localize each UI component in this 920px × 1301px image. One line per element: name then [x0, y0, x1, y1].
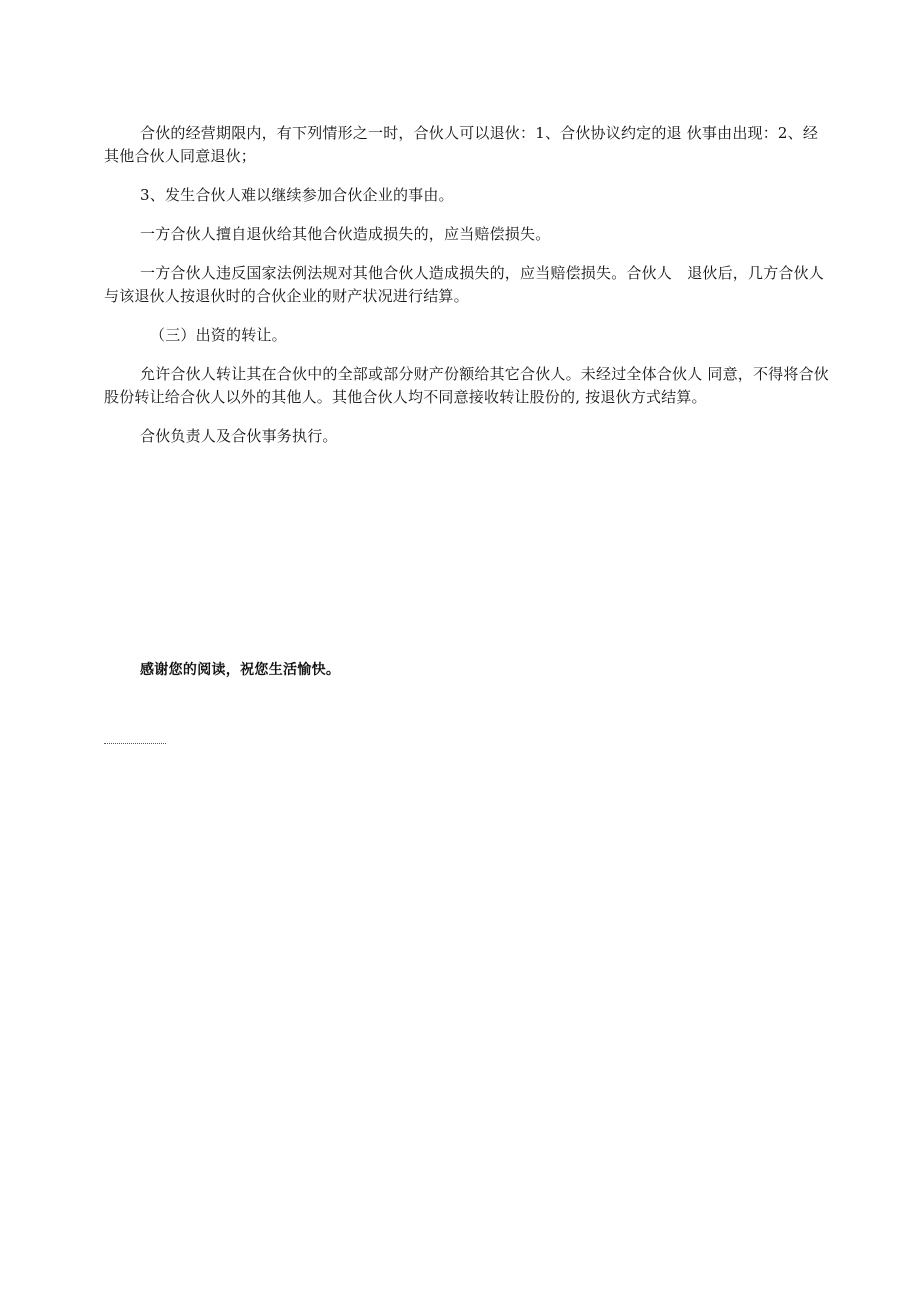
paragraph-unauthorized-withdrawal: 一方合伙人擅自退伙给其他合伙造成损失的，应当赔偿损失。: [140, 225, 551, 243]
closing-message: 感谢您的阅读，祝您生活愉快。: [140, 662, 341, 678]
document-body: [104, 122, 830, 448]
paragraph-withdrawal-conditions: 合伙的经营期限内，有下列情形之一时，合伙人可以退伙：1、合伙协议约定的退 伙事由出现：2、经其他合伙人同意退伙；: [104, 124, 819, 165]
paragraph-share-transfer: 允许合伙人转让其在合伙中的全部或部分财产份额给其它合伙人。未经过全体合伙人 同意，不得将合伙股份转让给合伙人以外的其他人。其他合伙人均不同意接收转让股份的, 按退伙方式结算。: [104, 365, 829, 406]
paragraph-partnership-management: 合伙负责人及合伙事务执行。: [140, 427, 338, 445]
paragraph-law-violation-settlement: 一方合伙人违反国家法例法规对其他合伙人造成损失的，应当赔偿损失。合伙人 退伙后，几方合伙人与该退伙人按退伙时的合伙企业的财产状况进行结算。: [104, 264, 825, 305]
section-heading-capital-transfer: （三）出资的转让。: [150, 326, 287, 344]
paragraph-condition-3: 3、发生合伙人难以继续参加合伙企业的事由。: [140, 186, 454, 204]
footnote-separator: [104, 743, 166, 744]
